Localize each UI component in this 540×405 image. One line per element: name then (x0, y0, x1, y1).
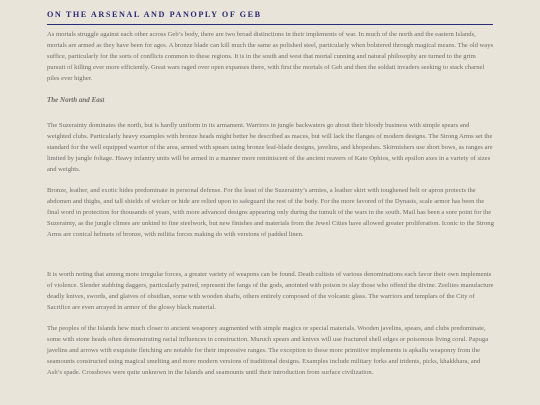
intro-paragraph: As mortals struggle against each other across Geb’s body, there are two broad distinctions in their implements of war. In much of the north and the eastern Islands, mortals are armed as they have been for ages. A bronze blade can kill much the same as polished steel, particularly when bolstered through magical means. The old ways suffice, particularly for the sorts of conflicts common to these regions. It is in the south and west that mortal cunning and natural philosophy are turned to the grim pursuit of killing ever more efficiently. Great wars raged over open expanses there, with first the mortals of Geb and then the soldati invaders seeking to stack charnel piles ever higher. (47, 31, 494, 82)
body-paragraph-4: The peoples of the Islands hew much closer to ancient weaponry augmented with simple magics or special materials. Wooden javelins, spears, and clubs predominate, some with stone heads often demonstrating racial influences in construction. Muruch spears and knives will use fractured shell edges or poisonous living coral. Papuga javelins and arrows with exquisite fletching are notable for their impressive ranges. The exception to these more primitive implements is apkallu weaponry from the seamounts constructed using magical smelting and more modern versions of traditional designs. Examples include military forks and tridents, picks, khakkhara, and Ash’s spade. Crossbows were quite unknown in the Islands and seamounts until their introduction from surface civilization. (47, 325, 489, 376)
body-paragraph-3: It is worth noting that among more irregular forces, a greater variety of weapons can be found. Death cultists of various denominations each favor their own implements of violence. Slender stabbing daggers, particularly paired, represent the fangs of the gods, anointed with poison to slay those who offend the divine. Zeelites manufacture deadly knives, swords, and glaives of obsidian, some with wooden shafts, others entirely composed of the volcanic glass. The warriors and templars of the City of Sacrifice are even arrayed in armor of the glossy black material. (47, 271, 494, 311)
subsection-title: The North and East (47, 96, 105, 104)
section-title: ON THE ARSENAL AND PANOPLY OF GEB (47, 10, 262, 19)
title-rule (47, 24, 493, 25)
body-paragraph-2: Bronze, leather, and exotic hides predominate in personal defense. For the least of the Suzerainty’s armies, a leather skirt with toughened belt or apron protects the abdomen and thighs, and tall shields of wicker or hide are relied upon to safeguard the rest of the body. For the more favored of the Dynasts, scale armor has been the final word in protection for thousands of years, with more advanced designs appearing only during the tumult of the wars in the south. Mail has been a sore point for the Suzerainty, as the jungle climes are unkind to fine steelwork, but new finishes and materials from the Jewel Cities have allowed greater proliferation. Iconic to the Strong Arms are conical helmets of bronze, with militia forces making do with versions of padded linen. (47, 187, 494, 238)
body-paragraph-1: The Suzerainty dominates the north, but is hardly uniform in its armament. Warriors in jungle backwaters go about their bloody business with simple spears and weighted clubs. Particularly heavy examples with bronze heads might better be described as maces, but will lack the flanges of modern designs. The Strong Arms set the standard for the well equipped warrior of the area, armed with spears using bronze leaf-blade designs, javelins, and khopeshes. Skirmishers use short bows, as ranges are limited by jungle foliage. Heavy infantry units will be armed in a manner more reminiscent of the ancient reavers of Kato Ophios, with epsilon axes in a variety of sizes and weights. (47, 122, 493, 173)
